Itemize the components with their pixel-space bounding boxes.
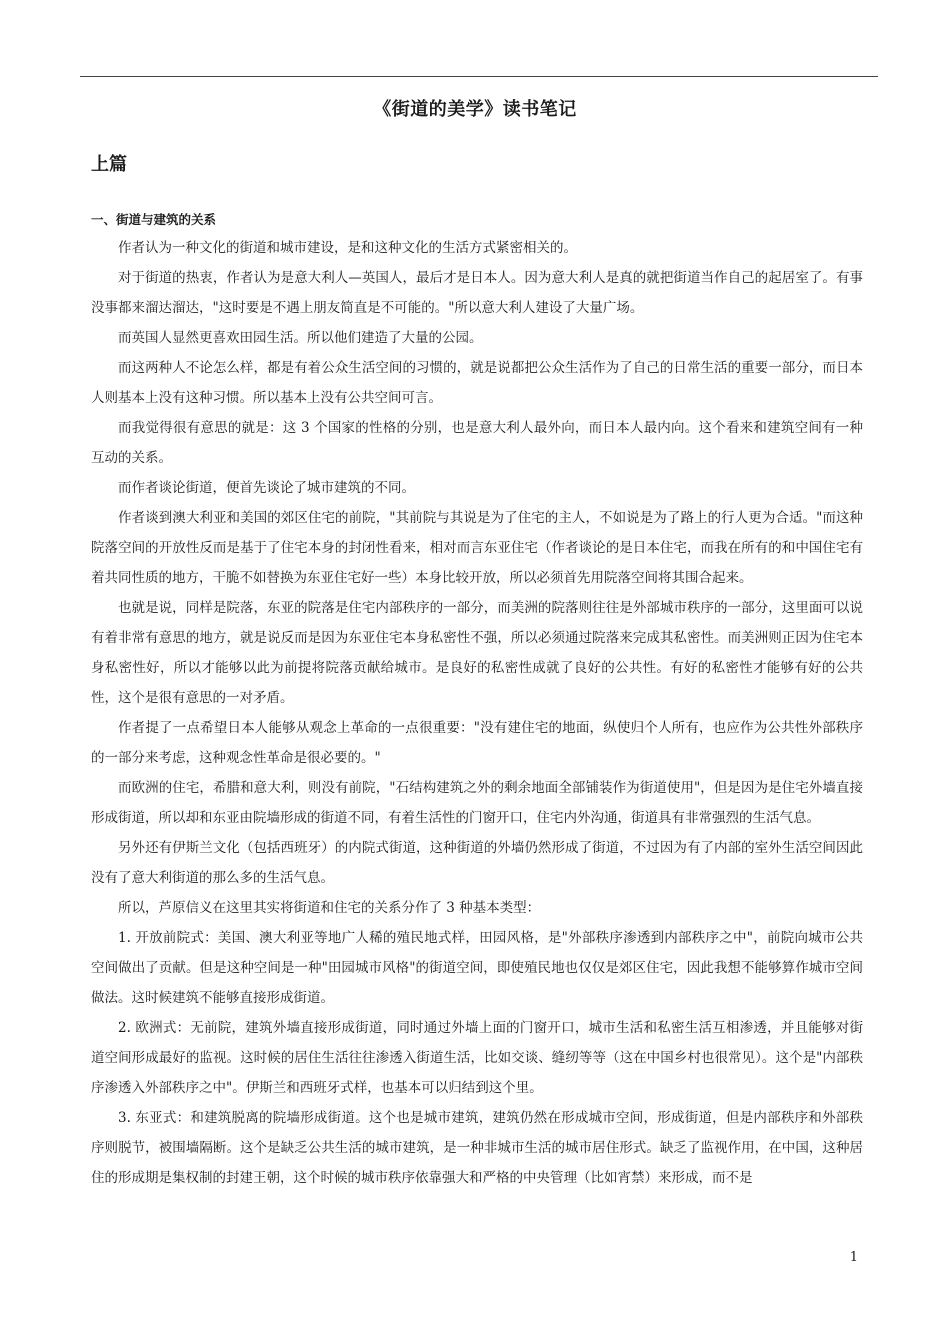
paragraph: 作者提了一点希望日本人能够从观念上革命的一点很重要："没有建住宅的地面，纵使归个人所有，也应作为公共性外部秩序的一部分来考虑，这种观念性革命是很必要的。" (91, 720, 863, 766)
paragraph: 也就是说，同样是院落，东亚的院落是住宅内部秩序的一部分，而美洲的院落则往往是外部城市秩序的一部分，这里面可以说有着非常有意思的地方，就是说反而是因为东亚住宅本身私密性不强，所以必须通过院落来完成其私密性。而美洲则正因为住宅本身私密性好，所以才能够以此为前提将院落贡献给城市。是良好的私密性成就了良好的公共性。有好的私密性才能够有好的公共性，这个是很有意思的一对矛盾。 (91, 600, 863, 706)
page-number: 1 (849, 1250, 858, 1265)
paragraph: 所以，芦原信义在这里其实将街道和住宅的关系分作了 3 种基本类型： (118, 900, 541, 916)
paragraph: 对于街道的热衷，作者认为是意大利人—英国人，最后才是日本人。因为意大利人是真的就把街道当作自己的起居室了。有事没事都来溜达溜达，"这时要是不遇上朋友简直是不可能的。"所以意大利人建设了大量广场。 (91, 270, 863, 316)
paragraph: 作者谈到澳大利亚和美国的郊区住宅的前院，"其前院与其说是为了住宅的主人，不如说是为了路上的行人更为合适。"而这种院落空间的开放性反而是基于了住宅本身的封闭性看来，相对而言东亚住宅（作者谈论的是日本住宅，而我在所有的和中国住宅有着共同性质的地方，干脆不如替换为东亚住宅好一些）本身比较开放，所以必须首先用院落空间将其围合起来。 (91, 510, 863, 586)
list-item: 2. 欧洲式：无前院，建筑外墙直接形成街道，同时通过外墙上面的门窗开口，城市生活和私密生活互相渗透，并且能够对街道空间形成最好的监视。这时候的居住生活往往渗透入街道生活，比如交谈、缝纫等等（这在中国乡村也很常见）。这个是"内部秩序渗透入外部秩序之中"。伊斯兰和西班牙式样，也基本可以归结到这个里。 (91, 1020, 863, 1096)
header-rule (80, 76, 878, 77)
list-item: 1. 开放前院式：美国、澳大利亚等地广人稀的殖民地式样，田园风格，是"外部秩序渗透到内部秩序之中"，前院向城市公共空间做出了贡献。但是这种空间是一种"田园城市风格"的街道空间，即使殖民地也仅仅是郊区住宅，因此我想不能够算作城市空间做法。这时候建筑不能够直接形成街道。 (91, 930, 863, 1006)
paragraph: 另外还有伊斯兰文化（包括西班牙）的内院式街道，这种街道的外墙仍然形成了街道，不过因为有了内部的室外生活空间因此没有了意大利街道的那么多的生活气息。 (91, 840, 863, 886)
paragraph: 而作者谈论街道，便首先谈论了城市建筑的不同。 (118, 480, 415, 496)
part-heading: 上篇 (91, 154, 127, 175)
section-heading: 一、街道与建筑的关系 (91, 212, 217, 227)
paragraph: 而英国人显然更喜欢田园生活。所以他们建造了大量的公园。 (118, 330, 483, 346)
body-text (91, 233, 863, 1193)
paragraph: 作者认为一种文化的街道和城市建设，是和这种文化的生活方式紧密相关的。 (118, 240, 577, 256)
paragraph: 而欧洲的住宅，希腊和意大利，则没有前院，"石结构建筑之外的剩余地面全部铺装作为街道使用"，但是因为是住宅外墙直接形成街道，所以却和东亚由院墙形成的街道不同，有着生活性的门窗开口，住宅内外沟通，街道具有非常强烈的生活气息。 (91, 780, 863, 826)
list-item: 3. 东亚式：和建筑脱离的院墙形成街道。这个也是城市建筑，建筑仍然在形成城市空间，形成街道，但是内部秩序和外部秩序则脱节，被围墙隔断。这个是缺乏公共生活的城市建筑，是一种非城市生活的城市居住形式。缺乏了监视作用，在中国，这种居住的形成期是集权制的封建王朝，这个时候的城市秩序依靠强大和严格的中央管理（比如宵禁）来形成，而不是 (91, 1110, 863, 1186)
paragraph: 而我觉得很有意思的就是：这 3 个国家的性格的分别，也是意大利人最外向，而日本人最内向。这个看来和建筑空间有一种互动的关系。 (91, 420, 863, 466)
document-title: 《街道的美学》读书笔记 (373, 99, 577, 120)
paragraph: 而这两种人不论怎么样，都是有着公众生活空间的习惯的，就是说都把公众生活作为了自己的日常生活的重要一部分，而日本人则基本上没有这种习惯。所以基本上没有公共空间可言。 (91, 360, 863, 406)
